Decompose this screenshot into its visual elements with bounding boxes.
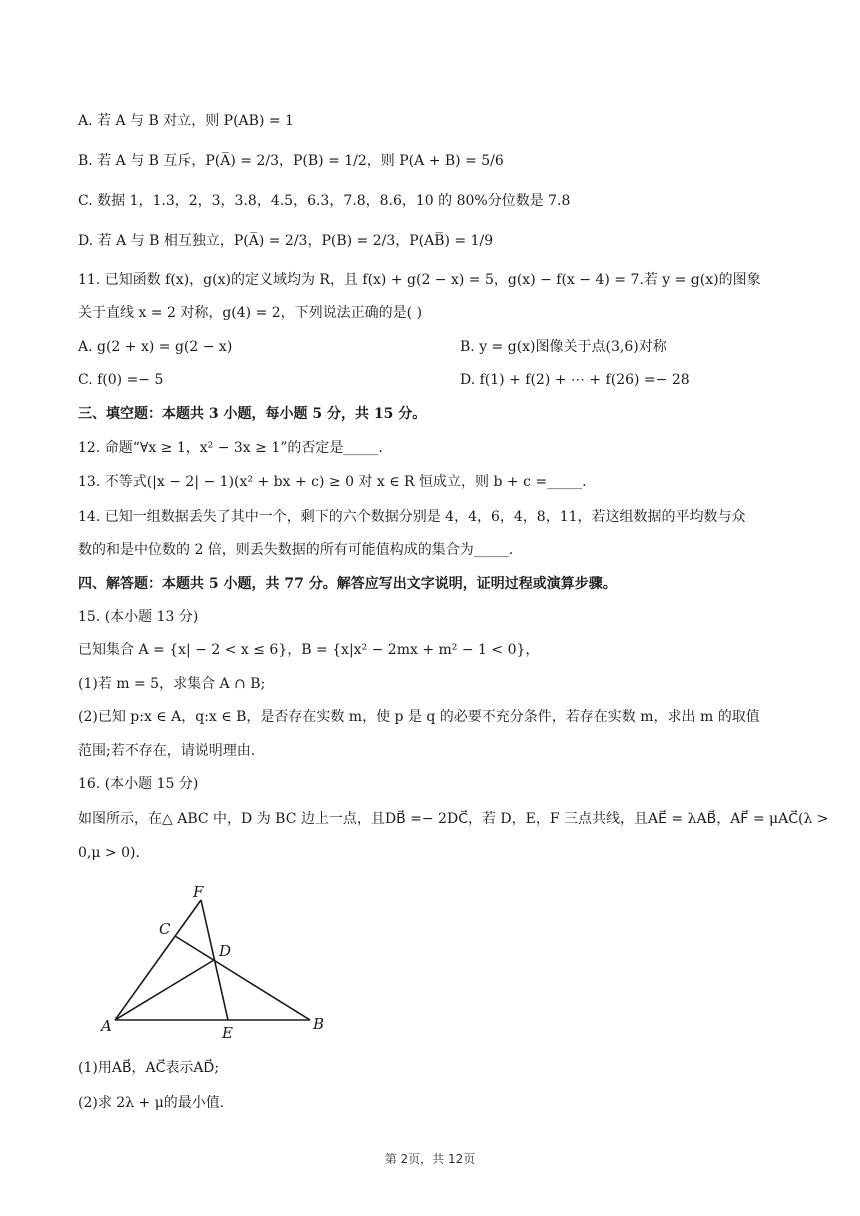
question-12: 12. 命题“∀x ≥ 1，x² − 3x ≥ 1”的否定是_____.	[78, 440, 383, 456]
q15-part-1: (1)若 m = 5，求集合 A ∩ B;	[78, 676, 266, 692]
label-C: C	[159, 920, 171, 938]
q11-option-b: B. y = g(x)图像关于点(3,6)对称	[460, 339, 667, 355]
label-E: E	[222, 1024, 233, 1041]
q10-option-c: C. 数据 1，1.3，2，3，3.8，4.5，6.3，7.8，8.6，10 的 80%分位数是 7.8	[78, 193, 571, 209]
label-D: D	[219, 942, 232, 960]
q15-heading: 15. (本小题 13 分)	[78, 609, 199, 625]
q11-stem-line-1: 11. 已知函数 f(x)，g(x)的定义域均为 R，且 f(x) + g(2 − x) = 5，g(x) − f(x − 4) = 7.若 y = g(x)的图象	[78, 272, 761, 288]
q10-option-d: D. 若 A 与 B 相互独立，P(A̅) = 2/3，P(B) = 2/3，P(AB̅) = 1/9	[78, 233, 494, 249]
question-14-line-1: 14. 已知一组数据丢失了其中一个，剩下的六个数据分别是 4，4，6，4，8，11，若这组数据的平均数与众	[78, 509, 746, 525]
segment-AD	[115, 960, 214, 1020]
q16-line-1: 如图所示，在△ ABC 中，D 为 BC 边上一点，且DB⃗ =− 2DC⃗，若 D，E，F 三点共线，且AE⃗ = λAB⃗，AF⃗ = μAC⃗(λ >	[78, 811, 829, 827]
label-B: B	[313, 1015, 325, 1033]
segment-FE	[201, 900, 228, 1020]
q10-option-a: A. 若 A 与 B 对立，则 P(AB) = 1	[78, 113, 294, 129]
section-4-heading: 四、解答题：本题共 5 小题，共 77 分。解答应写出文字说明，证明过程或演算步骤。	[78, 576, 617, 592]
triangle-figure	[95, 876, 355, 1041]
q11-option-row-2	[78, 370, 800, 390]
section-3-heading: 三、填空题：本题共 3 小题，每小题 5 分，共 15 分。	[78, 406, 427, 422]
label-F: F	[193, 883, 204, 901]
q15-line-1: 已知集合 A = {x| − 2 < x ≤ 6}，B = {x|x² − 2mx + m² − 1 < 0}，	[78, 642, 540, 658]
question-14-line-2: 数的和是中位数的 2 倍，则丢失数据的所有可能值构成的集合为_____.	[78, 542, 514, 558]
page-footer: 第 2页，共 12页	[384, 1152, 476, 1166]
q11-stem-line-2: 关于直线 x = 2 对称，g(4) = 2，下列说法正确的是( )	[78, 305, 423, 321]
q15-part-2-line-1: (2)已知 p:x ∈ A，q:x ∈ B，是否存在实数 m，使 p 是 q 的必要不充分条件，若存在实数 m，求出 m 的取值	[78, 709, 760, 725]
q10-option-b: B. 若 A 与 B 互斥，P(A̅) = 2/3，P(B) = 1/2，则 P(A + B) = 5/6	[78, 153, 504, 169]
q16-line-2: 0,μ > 0).	[78, 845, 140, 861]
q11-option-a: A. g(2 + x) = g(2 − x)	[78, 339, 233, 355]
figure-lines	[115, 900, 310, 1020]
q11-option-d: D. f(1) + f(2) + ⋯ + f(26) =− 28	[460, 372, 690, 388]
segment-CB	[175, 936, 310, 1020]
q15-part-2-line-2: 范围;若不存在，请说明理由.	[78, 743, 256, 759]
q16-part-1: (1)用AB⃗，AC⃗表示AD⃗;	[78, 1060, 220, 1076]
q16-heading: 16. (本小题 15 分)	[78, 776, 199, 792]
q11-option-row-1	[78, 337, 800, 357]
q11-option-c: C. f(0) =− 5	[78, 372, 164, 388]
segment-AF	[115, 900, 201, 1020]
label-A: A	[101, 1017, 112, 1035]
question-13: 13. 不等式(|x − 2| − 1)(x² + bx + c) ≥ 0 对 x ∈ R 恒成立，则 b + c =_____.	[78, 474, 587, 490]
q16-part-2: (2)求 2λ + μ的最小值.	[78, 1095, 225, 1111]
